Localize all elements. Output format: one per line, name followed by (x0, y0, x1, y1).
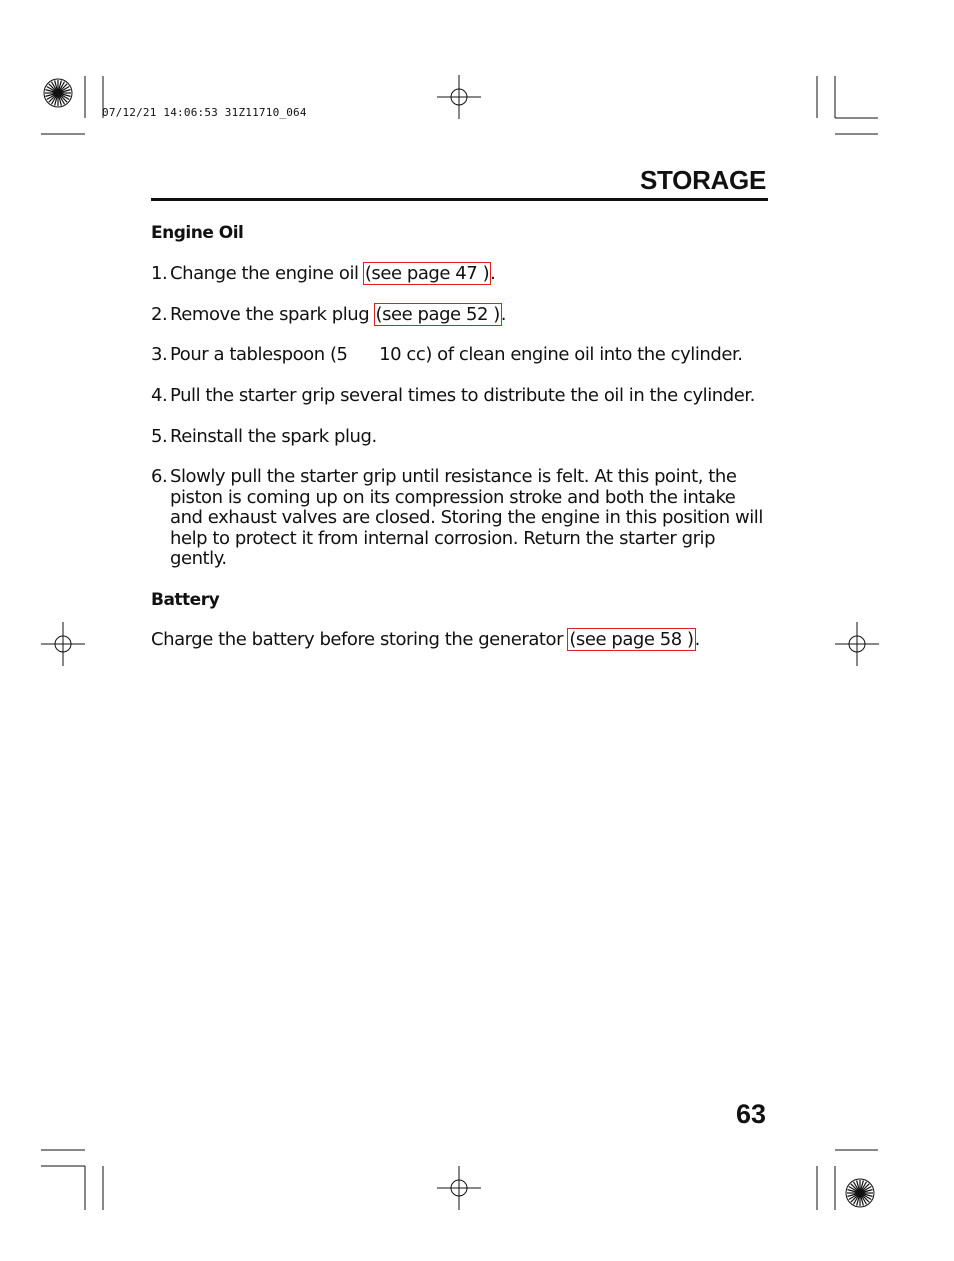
page-number: 63 (735, 1099, 766, 1129)
battery-heading: Battery (151, 590, 220, 610)
step-number: 1. (151, 263, 168, 284)
battery-text (151, 630, 700, 651)
step-2-text (170, 305, 506, 326)
step-1-text (170, 264, 495, 285)
section-title: STORAGE (640, 165, 766, 195)
step-number: 2. (151, 304, 168, 325)
step-2-period: . (500, 304, 507, 325)
step-number: 6. (151, 466, 168, 487)
see-page-58-link[interactable]: (see page 58 ) (569, 629, 694, 650)
print-stamp: 07/12/21 14:06:53 31Z11710_064 (102, 106, 307, 119)
crosshair-icon (41, 622, 85, 666)
registration-target-icon (44, 79, 72, 107)
crosshair-icon (437, 75, 481, 119)
engine-oil-heading: Engine Oil (151, 223, 244, 243)
crosshair-icon (835, 622, 879, 666)
step-number: 3. (151, 344, 168, 365)
step-1-label: Change the engine oil (170, 263, 364, 284)
step-4-text: Pull the starter grip several times to distribute the oil in the cylinder. (170, 385, 755, 406)
crosshair-icon (437, 1166, 481, 1210)
step-2-label: Remove the spark plug (170, 304, 375, 325)
see-page-47-link[interactable]: (see page 47 ) (364, 263, 490, 284)
see-page-52-link[interactable]: (see page 52 ) (375, 304, 500, 325)
step-number: 4. (151, 385, 168, 406)
step-6-text: Slowly pull the starter grip until resistance is felt. At this point, the piston is coming up on its compression stroke and both the intake and exhaust valves are closed. Storing the engine in this position will help to protect it from internal corrosion. Return the starter grip gently. (170, 466, 763, 569)
step-1-period: . (490, 263, 496, 284)
title-rule (151, 198, 768, 201)
step-3-text: Pour a tablespoon (5 10 cc) of clean engine oil into the cylinder. (170, 344, 743, 365)
battery-period: . (694, 629, 700, 650)
step-number: 5. (151, 426, 168, 447)
registration-target-icon (846, 1179, 874, 1207)
battery-label: Charge the battery before storing the generator (151, 629, 569, 650)
step-5-text: Reinstall the spark plug. (170, 426, 377, 447)
